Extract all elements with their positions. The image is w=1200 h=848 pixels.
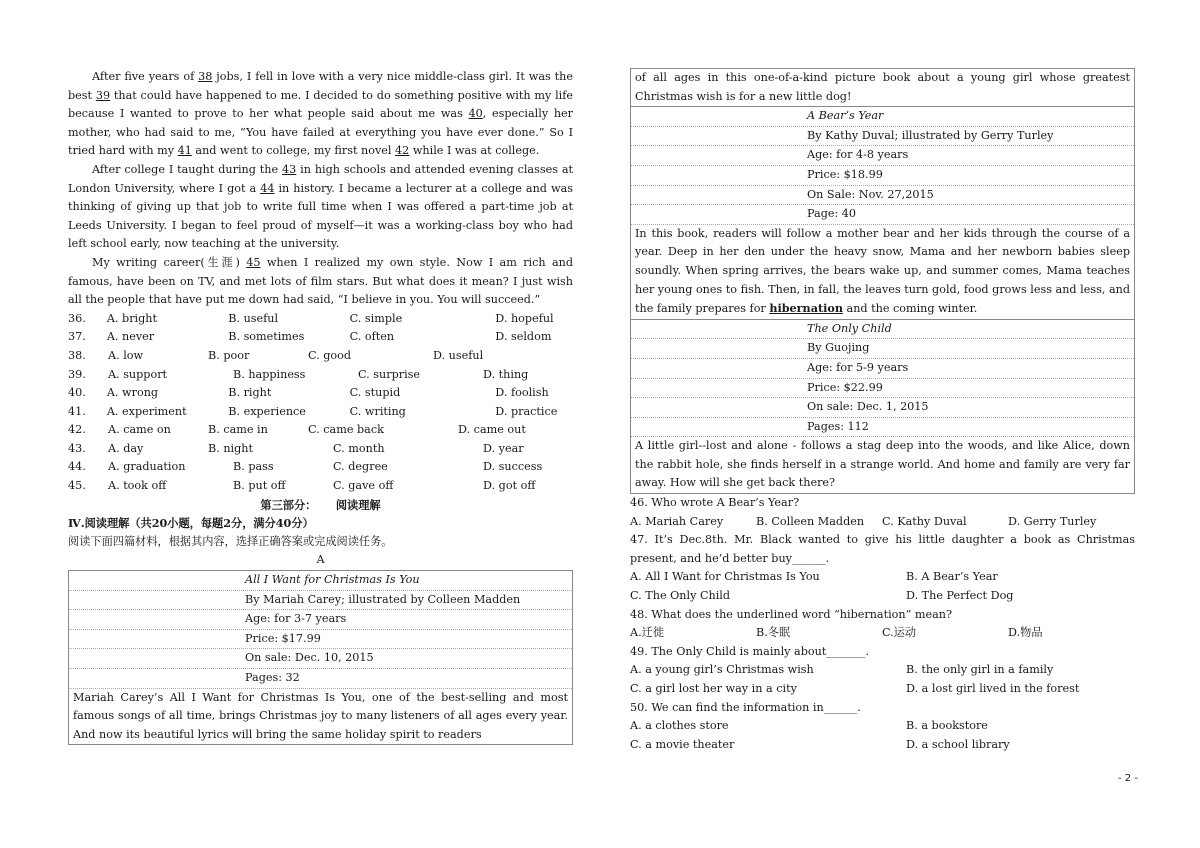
book-age: Age: for 5-9 years — [807, 360, 909, 374]
reading-question-stem: 50. We can find the information in______. — [630, 700, 861, 714]
answer-options-row — [630, 661, 1135, 680]
passage-paragraph-2: After college I taught during the 43 in high schools and attended evening classes at London University, where I got a 44 in history. I became a lecturer at a college and was thinking of giving up that job to write full time when I was offered a part-time job at Leeds University. I began to feel proud of myself—it was a working-class boy who had left school early, now teaching at the university. — [68, 162, 573, 251]
answer-options-row — [630, 680, 1135, 699]
book-pages: Pages: 112 — [807, 419, 869, 433]
book-sale-date: On Sale: Nov. 27,2015 — [807, 187, 934, 201]
answer-option[interactable]: C. stupid — [349, 386, 401, 400]
answer-options-row — [630, 624, 1135, 643]
book-description-continued: of all ages in this one-of-a-kind picture book about a young girl whose greatest Christmas wish is for a new little dog! — [635, 71, 1130, 103]
answer-option[interactable]: D. seldom — [495, 330, 552, 344]
question-number: 40. — [68, 386, 86, 400]
answer-option[interactable]: A. a clothes store — [630, 719, 729, 733]
answer-option[interactable]: A. day — [108, 441, 144, 455]
answer-option[interactable]: D. The Perfect Dog — [906, 589, 1014, 603]
cloze-question-row — [68, 310, 573, 329]
answer-option[interactable]: A. low — [108, 348, 144, 362]
section-title: 第三部分： 阅读理解 — [260, 497, 381, 512]
question-number: 43. — [68, 441, 86, 455]
reading-question-stem: 48. What does the underlined word “hibernation” mean? — [630, 607, 952, 621]
question-number: 42. — [68, 423, 86, 437]
cloze-questions — [68, 310, 573, 496]
book-description: A little girl--lost and alone - follows a stag deep into the woods, and like Alice, down the rabbit hole, she finds herself in a strange world. And home and family are very far away. How will she get back there? — [635, 439, 1130, 490]
book-author: By Mariah Carey; illustrated by Colleen Madden — [245, 592, 521, 606]
book-author: By Guojing — [807, 341, 870, 355]
reading-question-stem: 47. It’s Dec.8th. Mr. Black wanted to give his little daughter a book as Christmas present, and he’d better buy______. — [630, 533, 1135, 565]
answer-option[interactable]: A. took off — [108, 479, 167, 493]
answer-option[interactable]: A. came on — [108, 423, 171, 437]
answer-options-row — [630, 717, 1135, 736]
reading-questions — [630, 494, 1135, 754]
answer-option[interactable]: C. gave off — [333, 479, 394, 493]
answer-option[interactable]: C. came back — [308, 423, 384, 437]
book-price: Price: $22.99 — [807, 380, 883, 394]
answer-option[interactable]: D. Gerry Turley — [1008, 514, 1097, 528]
answer-option[interactable]: B. came in — [208, 423, 268, 437]
page-number: - 2 - — [1118, 773, 1138, 784]
answer-option[interactable]: C. degree — [333, 460, 388, 474]
answer-option[interactable]: C. simple — [349, 311, 403, 325]
answer-option[interactable]: B.冬眠 — [756, 626, 791, 640]
answer-option[interactable]: B. the only girl in a family — [906, 663, 1054, 677]
book-card-1 — [68, 570, 573, 745]
question-number: 45. — [68, 479, 86, 493]
answer-option[interactable]: B. A Bear’s Year — [906, 570, 998, 584]
book-age: Age: for 3-7 years — [245, 612, 347, 626]
answer-option[interactable]: B. sometimes — [228, 330, 305, 344]
answer-option[interactable]: D. practice — [495, 404, 558, 418]
answer-option[interactable]: B. useful — [228, 311, 279, 325]
book-title: All I Want for Christmas Is You — [245, 573, 420, 587]
cloze-question-row — [68, 403, 573, 422]
cloze-question-row — [68, 328, 573, 347]
cloze-question-row — [68, 458, 573, 477]
answer-option[interactable]: D. got off — [483, 479, 536, 493]
question-number: 41. — [68, 404, 86, 418]
book-card-2 — [630, 107, 1135, 320]
answer-option[interactable]: A.迁徙 — [630, 626, 665, 640]
cloze-question-row — [68, 477, 573, 496]
answer-option[interactable]: A. bright — [106, 311, 157, 325]
answer-option[interactable]: A. graduation — [108, 460, 186, 474]
book-title: The Only Child — [807, 321, 892, 335]
question-number: 36. — [68, 311, 86, 325]
answer-option[interactable]: B. right — [228, 386, 272, 400]
right-column — [630, 68, 1135, 754]
cloze-question-row — [68, 440, 573, 459]
answer-options-row — [630, 736, 1135, 755]
answer-option[interactable]: B. happiness — [233, 367, 306, 381]
book-title: A Bear’s Year — [807, 109, 884, 123]
book-age: Age: for 4-8 years — [807, 148, 909, 162]
answer-option[interactable]: D. a school library — [906, 737, 1010, 751]
reading-question-stem: 46. Who wrote A Bear’s Year? — [630, 496, 800, 510]
answer-option[interactable]: A. Mariah Carey — [630, 514, 724, 528]
book-description: Mariah Carey’s All I Want for Christmas Is You, one of the best-selling and most famous songs of all time, brings Christmas joy to many listeners of all ages every year. And now its beautiful lyrics will bring the same holiday spirit to readers — [73, 690, 568, 741]
answer-option[interactable]: C.运动 — [882, 626, 917, 640]
answer-options-row — [630, 587, 1135, 606]
book-price: Price: $17.99 — [245, 631, 321, 645]
book-author: By Kathy Duval; illustrated by Gerry Turley — [807, 128, 1054, 142]
answer-option[interactable]: D. year — [483, 441, 524, 455]
answer-option[interactable]: C. often — [349, 330, 395, 344]
reading-question-stem: 49. The Only Child is mainly about_______. — [630, 644, 870, 658]
answer-option[interactable]: A. experiment — [106, 404, 187, 418]
answer-option[interactable]: C. good — [308, 348, 352, 362]
answer-option[interactable]: B. poor — [208, 348, 250, 362]
answer-option[interactable]: B. night — [208, 441, 253, 455]
passage-paragraph-3: My writing career(生涯) 45 when I realized my own style. Now I am rich and famous, have been on TV, and met lots of film stars. But what does it mean? I just wish all the people that have put me down had said, “I believe in you. You will succeed.” — [68, 255, 573, 307]
hibernation-word: hibernation — [769, 301, 843, 316]
answer-option[interactable]: C. The Only Child — [630, 589, 731, 603]
answer-option[interactable]: C. writing — [349, 404, 406, 418]
answer-options-row — [630, 513, 1135, 532]
answer-option[interactable]: D.物品 — [1008, 626, 1043, 640]
question-number: 37. — [68, 330, 86, 344]
book-sale-date: On sale: Dec. 1, 2015 — [807, 400, 929, 414]
book-description: In this book, readers will follow a mother bear and her kids through the course of a year. Deep in her den under the heavy snow, Mama and her newborn babies sleep soundly. When spring arrives, the bears wake up, and summer comes, Mama teaches her young ones to fish. Then, in fall, the leaves turn gold, food grows less and less, and the family prepares for hibernation and the coming winter. — [635, 226, 1130, 316]
answer-option[interactable]: B. experience — [228, 404, 306, 418]
left-column — [68, 68, 573, 745]
book-sale-date: On sale: Dec. 10, 2015 — [245, 651, 374, 665]
answer-option[interactable]: C. month — [333, 441, 385, 455]
answer-option[interactable]: B. pass — [233, 460, 274, 474]
section-instruction: 阅读下面四篇材料，根据其内容，选择正确答案或完成阅读任务。 — [68, 534, 393, 548]
answer-option[interactable]: D. hopeful — [495, 311, 554, 325]
question-number: 44. — [68, 460, 86, 474]
book-price: Price: $18.99 — [807, 167, 883, 181]
passage-paragraph-1: After five years of 38 jobs, I fell in love with a very nice middle-class girl. It was the best 39 that could have happened to me. I decided to do something positive with my life because I wanted to prove to her what people said about me was 40, especially her mother, who had said to me, “You have failed at everything you have ever done.” So I tried hard with my 41 and went to college, my first novel 42 while I was at college. — [68, 70, 573, 158]
section-heading: Ⅳ.阅读理解（共20小题，每题2分，满分40分） — [68, 516, 314, 531]
answer-option[interactable]: C. a movie theater — [630, 737, 735, 751]
answer-option[interactable]: A. support — [108, 367, 168, 381]
question-number: 39. — [68, 367, 86, 381]
cloze-question-row — [68, 366, 573, 385]
book-pages: Pages: 32 — [245, 671, 300, 684]
answer-option[interactable]: B. Colleen Madden — [756, 514, 865, 528]
answer-option[interactable]: D. a lost girl lived in the forest — [906, 682, 1080, 695]
answer-option[interactable]: D. success — [483, 460, 543, 474]
answer-option[interactable]: D. useful — [433, 348, 484, 362]
question-number: 38. — [68, 348, 86, 362]
cloze-question-row — [68, 347, 573, 366]
answer-option[interactable]: B. a bookstore — [906, 719, 988, 733]
book-pages: Page: 40 — [807, 207, 857, 221]
answer-option[interactable]: D. thing — [483, 367, 529, 381]
answer-option[interactable]: D. came out — [458, 423, 526, 437]
answer-option[interactable]: A. wrong — [106, 386, 159, 400]
book-card-3 — [630, 320, 1135, 494]
passage-letter: A — [316, 553, 325, 567]
answer-option[interactable]: D. foolish — [495, 386, 549, 400]
cloze-question-row — [68, 384, 573, 403]
book-card-1-continued — [630, 68, 1135, 107]
cloze-question-row — [68, 421, 573, 440]
answer-option[interactable]: C. surprise — [358, 367, 421, 381]
answer-options-row — [630, 568, 1135, 587]
answer-option[interactable]: B. put off — [233, 479, 286, 493]
answer-option[interactable]: C. Kathy Duval — [882, 514, 967, 528]
answer-option[interactable]: C. a girl lost her way in a city — [630, 682, 797, 695]
answer-option[interactable]: A. All I Want for Christmas Is You — [630, 570, 820, 584]
answer-option[interactable]: A. a young girl’s Christmas wish — [630, 663, 814, 677]
answer-option[interactable]: A. never — [106, 330, 155, 344]
